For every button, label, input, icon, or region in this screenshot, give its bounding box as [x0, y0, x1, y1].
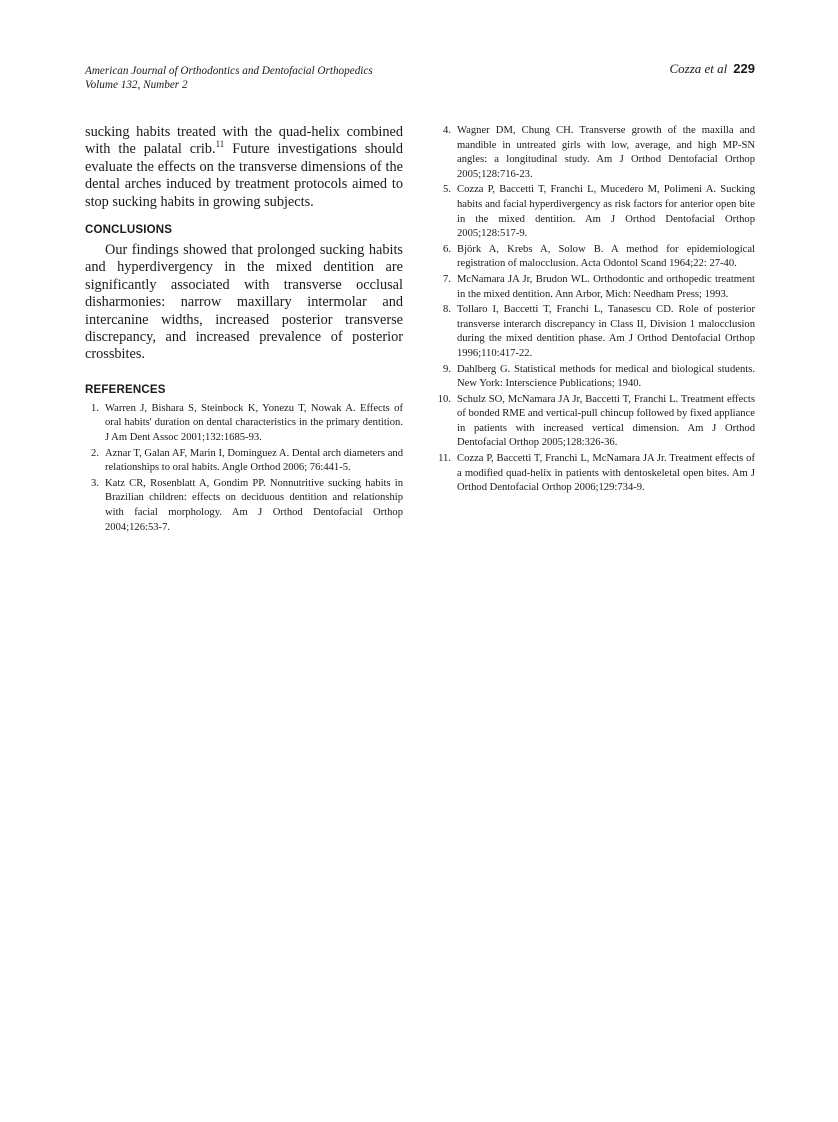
reference-text: Aznar T, Galan AF, Marin I, Dominguez A. Dental arch diameters and relationships to oral habits. Angle Orthod 2006; 76:441-5.	[105, 447, 403, 474]
reference-text: Cozza P, Baccetti T, Franchi L, Mucedero M, Polimeni A. Sucking habits and facial hyperdivergency as risk factors for anterior open bite in the mixed dentition. Am J Orthod Dentofacial Orthop 2005;128:517-9.	[457, 184, 755, 240]
conclusions-heading: CONCLUSIONS	[85, 224, 173, 237]
reference-text: Dahlberg G. Statistical methods for medical and biological students. New York: Interscience Publications; 1940.	[457, 363, 755, 390]
reference-text: McNamara JA Jr, Brudon WL. Orthodontic and orthopedic treatment in the mixed dentition. Ann Arbor, Mich: Needham Press; 1993.	[457, 273, 755, 300]
reference-number: 7.	[443, 273, 451, 285]
reference-number: 8.	[443, 304, 451, 316]
reference-text: Wagner DM, Chung CH. Transverse growth of the maxilla and mandible in untreated girls with low, average, and high MP-SN angles: a longitudinal study. Am J Orthod Dentofacial Orthop 2005;128:716-23.	[457, 125, 755, 180]
reference-text: Cozza P, Baccetti T, Franchi L, McNamara JA Jr. Treatment effects of a modified quad-helix in patients with dentoskeletal open bites. Am J Orthod Dentofacial Orthop 2006;129:734-9.	[457, 453, 755, 494]
journal-title: American Journal of Orthodontics and Dentofacial Orthopedics	[85, 65, 373, 77]
reference-number: 1.	[91, 402, 99, 414]
running-header	[85, 64, 373, 92]
reference-item	[437, 452, 755, 496]
reference-item	[85, 477, 403, 535]
reference-number: 6.	[443, 243, 451, 255]
references-heading: REFERENCES	[85, 383, 166, 396]
intro-text-cont: Future investigations should evaluate the effects on the transverse dimensions of the dental arches induced by treatment protocols aimed to stop sucking habits in growing subjects.	[85, 141, 403, 210]
reference-number: 9.	[443, 363, 451, 375]
left-column	[85, 124, 403, 536]
reference-item	[85, 447, 403, 476]
reference-number: 3.	[91, 477, 99, 489]
page-header-right	[670, 62, 756, 76]
reference-text: Schulz SO, McNamara JA Jr, Baccetti T, Franchi L. Treatment effects of bonded RME and vertical-pull chincup followed by fixed appliance in patients with increased vertical dimension. Am J Orthod Dentofacial Orthop 2005;128:326-36.	[457, 393, 756, 449]
reference-number: 2.	[91, 447, 99, 459]
reference-text: Warren J, Bishara S, Steinbock K, Yonezu T, Nowak A. Effects of oral habits' duration on dental characteristics in the primary dentition. J Am Dent Assoc 2001;132:1685-93.	[105, 402, 403, 444]
reference-item	[437, 363, 755, 392]
reference-text: Katz CR, Rosenblatt A, Gondim PP. Nonnutritive sucking habits in Brazilian children: effects on deciduous dentition and relationship with facial morphology. Am J Orthod Dentofacial Orthop 2004;126:53-7.	[105, 477, 403, 533]
reference-item	[85, 402, 403, 446]
reference-number: 4.	[443, 125, 451, 136]
reference-item	[437, 303, 755, 361]
reference-item	[437, 393, 755, 451]
reference-number: 10.	[437, 393, 451, 405]
reference-item	[437, 183, 755, 241]
reference-number: 5.	[443, 184, 451, 196]
right-column	[437, 124, 755, 497]
reference-item	[437, 124, 755, 182]
journal-volume: Volume 132, Number 2	[85, 79, 188, 91]
reference-item	[437, 273, 755, 302]
conclusions-paragraph: Our findings showed that prolonged sucking habits and hyperdivergency in the mixed dentition are significantly associated with transverse occlusal disharmonies: narrow maxillary intermolar and intercanine widths, increased posterior transverse discrepancy, and increased prevalence of posterior crossbites.	[85, 242, 403, 363]
reference-text: Tollaro I, Baccetti T, Franchi L, Tanasescu CD. Role of posterior transverse interarch discrepancy in Class II, Division 1 malocclusion during the mixed dentition phase. Am J Orthod Dentofacial Orthop 1996;110:417-22.	[457, 304, 755, 359]
running-authors: Cozza et al	[669, 61, 728, 76]
reference-text: Björk A, Krebs A, Solow B. A method for epidemiological registration of malocclusion. Acta Odontol Scand 1964;22: 27-40.	[457, 243, 755, 270]
reference-list-right	[437, 124, 755, 496]
intro-paragraph	[85, 124, 403, 211]
reference-list-left	[85, 402, 403, 535]
citation-superscript: 11	[215, 139, 225, 150]
page-number: 229	[733, 61, 755, 76]
reference-item	[437, 243, 755, 272]
reference-number: 11.	[438, 453, 451, 465]
intro-text: sucking habits treated with the quad-helix combined with the palatal crib.	[85, 124, 403, 158]
